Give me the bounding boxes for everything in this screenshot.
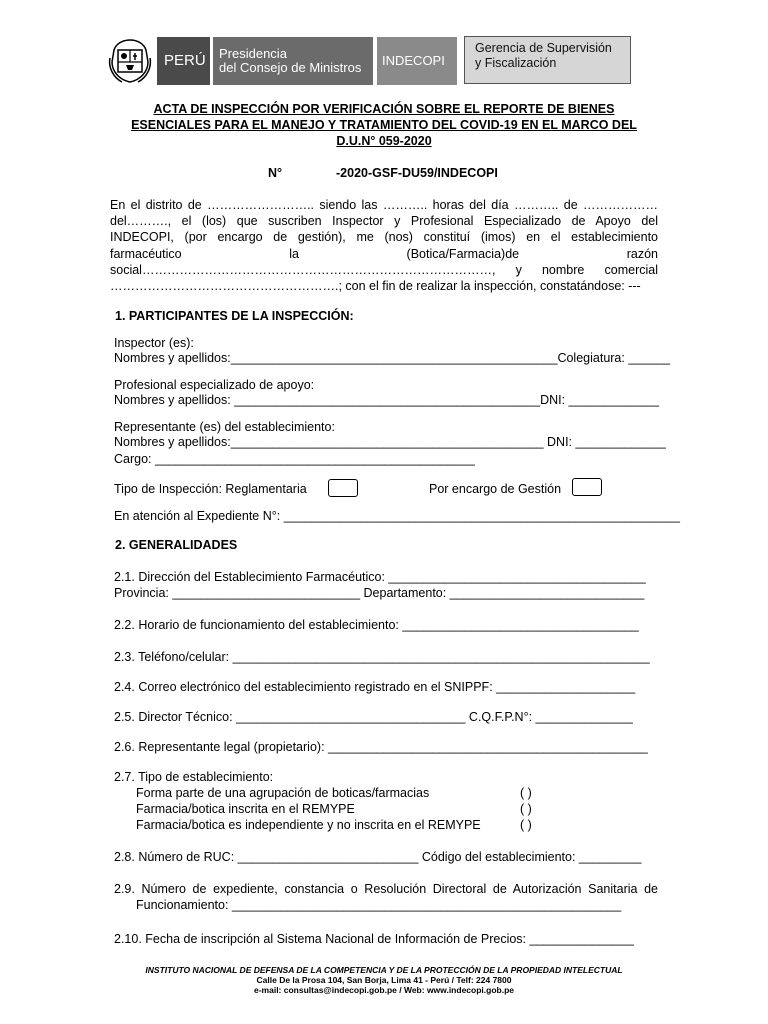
- tipo-option-3-paren[interactable]: ( ): [520, 818, 532, 832]
- cargo-line: Cargo: ______________________________________________: [114, 452, 475, 466]
- item-2-9-expediente: 2.9. Número de expediente, constancia o Resolución Directoral de Autorización Sanitaria de: [114, 882, 658, 896]
- presidencia-logo-box: [213, 37, 373, 85]
- tipo-option-3: Farmacia/botica es independiente y no inscrita en el REMYPE: [136, 818, 481, 832]
- encargo-gestion-checkbox[interactable]: [572, 478, 602, 496]
- footer-contact: e-mail: consultas@indecopi.gob.pe / Web: www.indecopi.gob.pe: [253, 985, 514, 995]
- representante-label: Representante (es) del establecimiento:: [114, 420, 335, 434]
- item-2-1-provincia: Provincia: ___________________________ Departamento: ____________________________: [114, 586, 645, 600]
- item-2-10-fecha: 2.10. Fecha de inscripción al Sistema Nacional de Información de Precios: _______________: [114, 932, 634, 946]
- indecopi-logo-box: [377, 37, 457, 85]
- title-line3: D.U.N° 059-2020: [336, 134, 432, 148]
- encargo-gestion-label: Por encargo de Gestión: [429, 482, 562, 496]
- peru-coat-of-arms-icon: [108, 38, 152, 84]
- title-line1: ACTA DE INSPECCIÓN POR VERIFICACIÓN SOBRE EL REPORTE DE BIENES: [153, 102, 615, 116]
- expediente-line: En atención al Expediente N°: _________________________________________________________: [114, 509, 680, 523]
- inspector-line: Nombres y apellidos:_______________________________________________Colegiatura: ______: [114, 351, 671, 365]
- gerencia-line1: Gerencia de Supervisión: [475, 41, 612, 55]
- intro-line2: del………., el (los) que suscriben Inspector y Profesional Especializado de Apoyo del: [110, 214, 658, 229]
- tipo-option-1: Forma parte de una agrupación de boticas/farmacias: [136, 786, 430, 800]
- item-2-9-funcionamiento: Funcionamiento: ________________________________________________________: [136, 898, 622, 912]
- indecopi-label: INDECOPI: [382, 53, 445, 68]
- peru-label: PERÚ: [164, 52, 206, 69]
- title-line2: ESENCIALES PARA EL MANEJO Y TRATAMIENTO DEL COVID-19 EN EL MARCO DEL: [131, 118, 637, 132]
- item-2-3-telefono: 2.3. Teléfono/celular: ____________________________________________________________: [114, 650, 650, 664]
- item-2-7-tipo: 2.7. Tipo de establecimiento:: [114, 770, 274, 784]
- intro-line3: INDECOPI, (por encargo de gestión), me (nos) constituí (imos) en el establecimiento: [110, 230, 658, 245]
- item-2-2-horario: 2.2. Horario de funcionamiento del establecimiento: __________________________________: [114, 618, 639, 632]
- presidencia-line2: del Consejo de Ministros: [219, 60, 362, 75]
- tipo-inspeccion-label: Tipo de Inspección: Reglamentaria: [114, 482, 307, 496]
- presidencia-line1: Presidencia: [219, 46, 287, 61]
- footer-address: Calle De la Prosa 104, San Borja, Lima 41 - Perú / Telf: 224 7800: [256, 975, 512, 985]
- gerencia-line2: y Fiscalización: [475, 56, 557, 70]
- reglamentaria-checkbox[interactable]: [328, 479, 358, 497]
- item-2-6-representante: 2.6. Representante legal (propietario): ______________________________________________: [114, 740, 648, 754]
- item-2-8-ruc: 2.8. Número de RUC: __________________________ Código del establecimiento: _________: [114, 850, 642, 864]
- profesional-line: Nombres y apellidos: ____________________________________________DNI: _____________: [114, 393, 659, 407]
- item-2-5-director: 2.5. Director Técnico: _________________________________ C.Q.F.P.N°: ______________: [114, 710, 633, 724]
- acta-number-label: N°: [268, 166, 283, 180]
- item-2-1-direccion: 2.1. Dirección del Establecimiento Farmacéutico: _____________________________________: [114, 570, 646, 584]
- section1-heading: 1. PARTICIPANTES DE LA INSPECCIÓN:: [115, 309, 354, 323]
- tipo-option-2: Farmacia/botica inscrita en el REMYPE: [136, 802, 355, 816]
- footer-institution: INSTITUTO NACIONAL DE DEFENSA DE LA COMPETENCIA Y DE LA PROTECCIÓN DE LA PROPIEDAD INTELECTUAL: [145, 965, 623, 975]
- peru-logo-box: [157, 37, 210, 85]
- gerencia-box: [464, 36, 631, 84]
- intro-line6: ……………………………………………….; con el fin de realizar la inspección, constatándose: ---: [110, 279, 641, 294]
- profesional-label: Profesional especializado de apoyo:: [114, 378, 315, 392]
- inspector-label: Inspector (es):: [114, 336, 194, 350]
- acta-number-code: -2020-GSF-DU59/INDECOPI: [336, 166, 498, 180]
- item-2-4-correo: 2.4. Correo electrónico del establecimiento registrado en el SNIPPF: ____________________: [114, 680, 636, 694]
- intro-line4: farmacéutico la (Botica/Farmacia)de razón: [110, 246, 658, 261]
- intro-line5: social…………………………………………………………………………, y nombre comercial: [110, 262, 658, 277]
- tipo-option-1-paren[interactable]: ( ): [520, 786, 532, 800]
- section2-heading: 2. GENERALIDADES: [115, 538, 238, 552]
- intro-line1: En el distrito de …………………….. siendo las ……….. horas del día ……….. de ………………: [110, 198, 658, 212]
- representante-line: Nombres y apellidos:_____________________________________________ DNI: _____________: [114, 435, 666, 449]
- tipo-option-2-paren[interactable]: ( ): [520, 802, 532, 816]
- intro-paragraph: [110, 197, 658, 294]
